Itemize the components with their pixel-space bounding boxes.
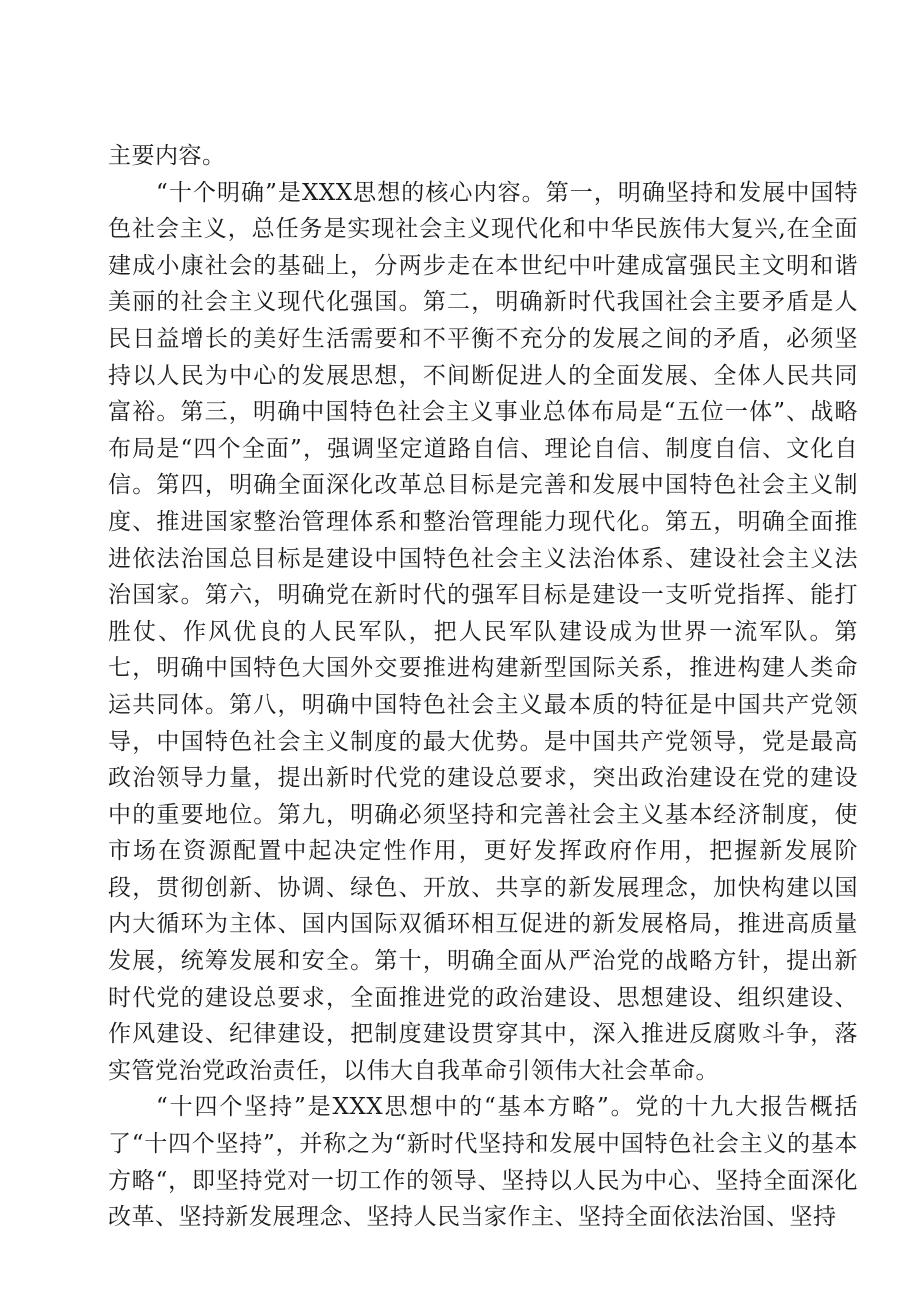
- document-body: [108, 138, 858, 1236]
- paragraph-continuation: 主要内容。: [108, 143, 226, 169]
- paragraph-fourteen-adherences: “十四个坚持”是XXX思想中的“基本方略”。党的十九大报告概括了“十四个坚持”，并称之为“新时代坚持和发展中国特色社会主义的基本方略“，即坚持党对一切工作的领导、坚持以人民为中心、坚持全面深化改革、坚持新发展理念、坚持人民当家作主、坚持全面依法治国、坚持: [108, 1094, 858, 1231]
- paragraph-ten-clarifications: “十个明确”是XXX思想的核心内容。第一，明确坚持和发展中国特色社会主义，总任务是实现社会主义现代化和中华民族伟大复兴,在全面建成小康社会的基础上，分两步走在本世纪中叶建成富强民主文明和谐美丽的社会主义现代化强国。第二，明确新时代我国社会主要矛盾是人民日益增长的美好生活需要和不平衡不充分的发展之间的矛盾，必须坚持以人民为中心的发展思想，不间断促进人的全面发展、全体人民共同富裕。第三，明确中国特色社会主义事业总体布局是“五位一体”、战略布局是“四个全面”，强调坚定道路自信、理论自信、制度自信、文化自信。第四，明确全面深化改革总目标是完善和发展中国特色社会主义制度、推进国家整治管理体系和整治管理能力现代化。第五，明确全面推进依法治国总目标是建设中国特色社会主义法治体系、建设社会主义法治国家。第六，明确党在新时代的强军目标是建设一支听党指挥、能打胜仗、作风优良的人民军队，把人民军队建设成为世界一流军队。第七，明确中国特色大国外交要推进构建新型国际关系，推进构建人类命运共同体。第八，明确中国特色社会主义最本质的特征是中国共产党领导，中国特色社会主义制度的最大优势。是中国共产党领导，党是最高政治领导力量，提出新时代党的建设总要求，突出政治建设在党的建设中的重要地位。第九，明确必须坚持和完善社会主义基本经济制度，使市场在资源配置中起决定性作用，更好发挥政府作用，把握新发展阶段，贯彻创新、协调、绿色、开放、共享的新发展理念，加快构建以国内大循环为主体、国内国际双循环相互促进的新发展格局，推进高质量发展，统筹发展和安全。第十，明确全面从严治党的战略方针，提出新时代党的建设总要求，全面推进党的政治建设、思想建设、组织建设、作风建设、纪律建设，把制度建设贯穿其中，深入推进反腐败斗争，落实管党治党政治责任，以伟大自我革命引领伟大社会革命。: [108, 179, 858, 1084]
